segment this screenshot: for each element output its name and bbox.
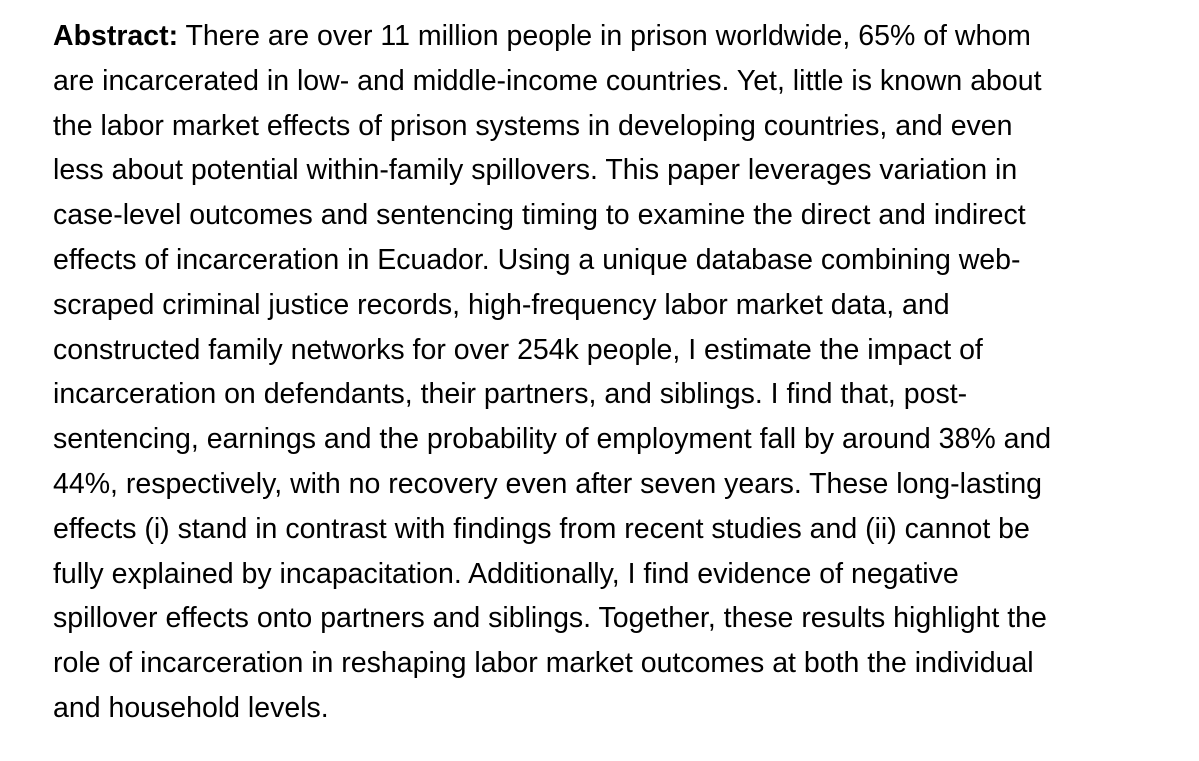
abstract-paragraph — [53, 14, 1133, 731]
abstract-line-7: scraped criminal justice records, high-frequency labor market data, and — [53, 288, 950, 321]
abstract-line-11: 44%, respectively, with no recovery even after seven years. These long-lasting — [53, 467, 1043, 500]
abstract-text: There are over 11 million people in prison worldwide, 65% of whom — [178, 20, 1031, 52]
abstract-line-4: less about potential within-family spillovers. This paper leverages variation in — [53, 154, 1018, 187]
abstract-label: Abstract: — [53, 20, 179, 52]
abstract-line-8: constructed family networks for over 254k people, I estimate the impact of — [53, 333, 983, 366]
abstract-line-14: spillover effects onto partners and siblings. Together, these results highlight the — [53, 602, 1047, 635]
abstract-line-9: incarceration on defendants, their partners, and siblings. I find that, post- — [53, 378, 968, 411]
abstract-line-5: case-level outcomes and sentencing timing to examine the direct and indirect — [53, 199, 1026, 232]
abstract-line-12: effects (i) stand in contrast with findings from recent studies and (ii) cannot be — [53, 512, 1030, 545]
abstract-line-15: role of incarceration in reshaping labor market outcomes at both the individual — [53, 647, 1034, 680]
abstract-line-3: the labor market effects of prison systems in developing countries, and even — [53, 109, 1013, 142]
abstract-line-16: and household levels. — [53, 691, 329, 724]
abstract-line-10: sentencing, earnings and the probability of employment fall by around 38% and — [53, 423, 1052, 456]
abstract-line-6: effects of incarceration in Ecuador. Using a unique database combining web- — [53, 243, 1021, 276]
abstract-line-13: fully explained by incapacitation. Additionally, I find evidence of negative — [53, 557, 959, 590]
abstract-line-1 — [53, 14, 1133, 59]
abstract-line-2: are incarcerated in low- and middle-income countries. Yet, little is known about — [53, 64, 1042, 97]
